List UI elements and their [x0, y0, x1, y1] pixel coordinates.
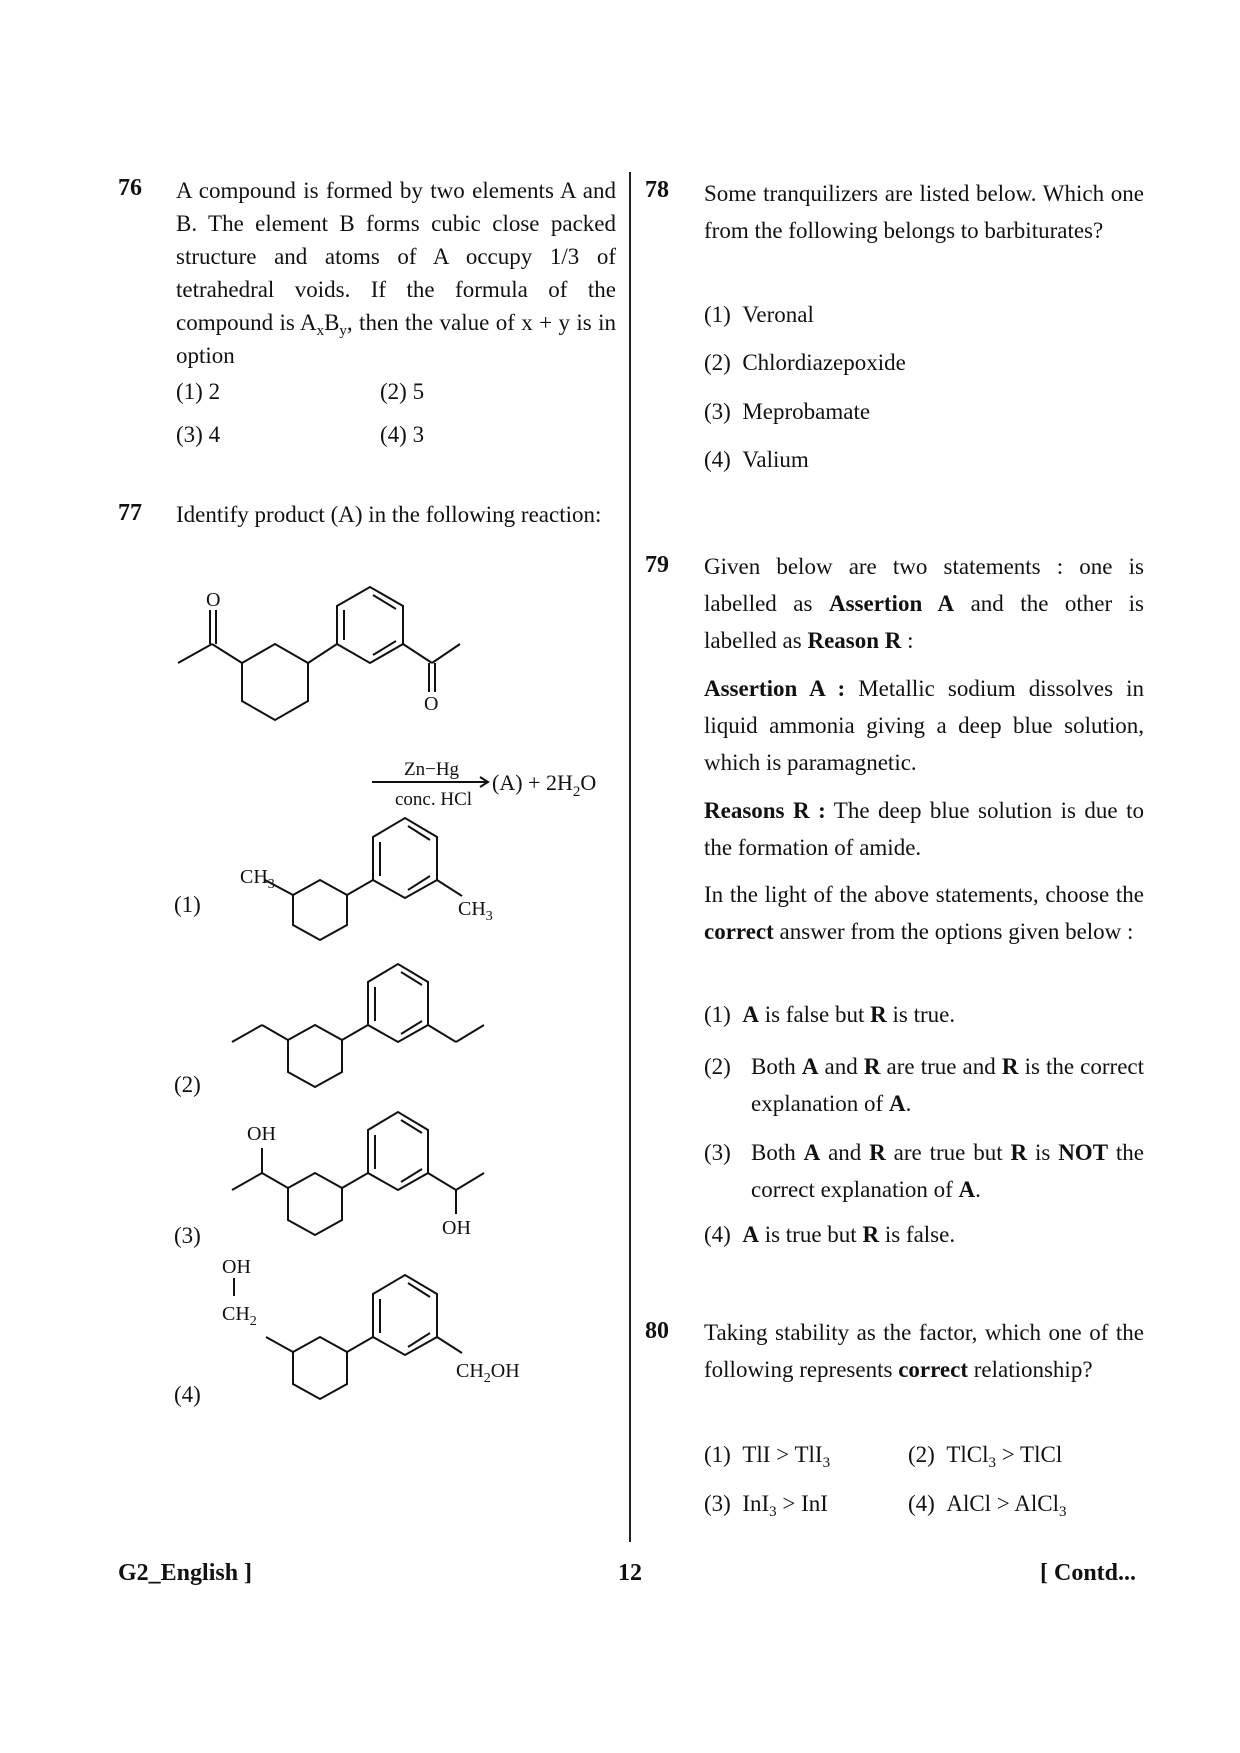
question-79-assertion: Assertion A : Metallic sodium dissolves in liquid ammonia giving a deep blue solution, which is paramagnetic. [704, 676, 1145, 775]
option-1-cyclohexane-ring [293, 880, 347, 940]
option-3-oh-right: OH [442, 1217, 471, 1239]
option-3-oh-left: OH [247, 1123, 276, 1145]
option-2-benzene-ring [368, 964, 428, 1042]
question-80-number: 80 [645, 1318, 669, 1344]
question-78-number: 78 [645, 177, 669, 203]
question-76-stem: A compound is formed by two elements A and B. The element B forms cubic close packed structure and atoms of A occupy 1/3 of tetrahedral voids. If the formula of the compound is [176, 178, 616, 335]
option-4-label: (4) [174, 1382, 201, 1407]
footer-page-number: 12 [618, 1560, 642, 1586]
option-4-benzene-ring [373, 1275, 437, 1355]
question-80-option-1[interactable]: (1) TlI > TlI$_3$ [704, 1442, 831, 1471]
reactant-benzene-ring [337, 587, 403, 663]
question-80-option-2[interactable]: (2) TlCl$_3$ > TlCl [908, 1442, 1063, 1471]
option-2-label: (2) [174, 1072, 201, 1097]
question-76-formula: $A_xB_y$ [299, 310, 347, 339]
question-79-option-1[interactable]: (1) A is false but R is true. [704, 1002, 956, 1027]
option-1-label: (1) [174, 892, 201, 917]
question-78-option-2[interactable]: (2) Chlordiazepoxide [704, 350, 906, 375]
option-1-ch3-right: $CH_3$ [458, 898, 493, 924]
reactant-cyclohexane-ring [242, 644, 308, 720]
footer-continued: [ Contd... [1040, 1560, 1137, 1586]
question-79-option-2[interactable]: (2) Both A and R are true and R is the correct explanation of A. [704, 1054, 1145, 1116]
question-77-text: Identify product (A) in the following reaction: [176, 502, 602, 527]
question-76-text [176, 174, 616, 372]
question-76-option-1[interactable]: (1) 2 [176, 379, 221, 404]
question-79-option-4[interactable]: (4) A is true but R is false. [704, 1222, 956, 1247]
question-79-instruction: In the light of the above statements, choose the correct answer from the options given below : [704, 882, 1144, 944]
option-4-ch2: $CH_2$ [222, 1303, 257, 1329]
footer-paper-code: G2_English ] [118, 1560, 253, 1586]
reactant-oxygen-left: O [206, 589, 221, 611]
question-78-option-4[interactable]: (4) Valium [704, 447, 809, 472]
column-divider [629, 172, 631, 1542]
question-76-option-3[interactable]: (3) 4 [176, 422, 221, 447]
question-80-text: Taking stability as the factor, which one of the following represents correct relationship? [704, 1320, 1144, 1382]
option-3-cyclohexane-ring [288, 1173, 342, 1235]
option-4-ch2oh: $CH_2OH$ [456, 1360, 520, 1386]
question-76-number: 76 [118, 175, 142, 201]
option-1-benzene-ring [373, 818, 437, 898]
question-80-option-3[interactable]: (3) InI$_3$ > InI [704, 1491, 828, 1520]
option-3-label: (3) [174, 1223, 201, 1248]
question-80-option-4[interactable]: (4) AlCl > AlCl$_3$ [908, 1491, 1067, 1520]
reaction-product: $(A) + 2H_2O$ [492, 770, 597, 800]
question-79-intro: Given below are two statements : one is labelled as Assertion A and the other is labelled as Reason R : [704, 554, 1144, 653]
question-76-option-2[interactable]: (2) 5 [380, 379, 425, 404]
reagent-bottom: conc. HCl [395, 789, 473, 810]
question-76-option-4[interactable]: (4) 3 [380, 422, 425, 447]
option-4-cyclohexane-ring [293, 1337, 347, 1399]
question-78-text: Some tranquilizers are listed below. Which one from the following belongs to barbiturates? [704, 181, 1144, 243]
question-77-structures [170, 580, 630, 1580]
option-2-cyclohexane-ring [288, 1025, 342, 1087]
option-4-oh: OH [222, 1256, 251, 1278]
question-79-number: 79 [645, 552, 669, 578]
reagent-top: Zn−Hg [404, 759, 460, 780]
question-79-option-3[interactable]: (3) Both A and R are true but R is NOT the correct explanation of A. [704, 1140, 1144, 1202]
option-3-benzene-ring [368, 1112, 428, 1190]
question-76-stem-end: , then the value of x + y is in option [176, 310, 616, 368]
reactant-oxygen-right: O [424, 693, 439, 715]
question-79-reason: Reasons R : The deep blue solution is due to the formation of amide. [704, 798, 1144, 860]
question-78-option-1[interactable]: (1) Veronal [704, 302, 814, 327]
question-77-number: 77 [118, 500, 142, 526]
question-78-option-3[interactable]: (3) Meprobamate [704, 399, 871, 424]
option-1-ch3-left: $CH_3$ [240, 866, 275, 892]
